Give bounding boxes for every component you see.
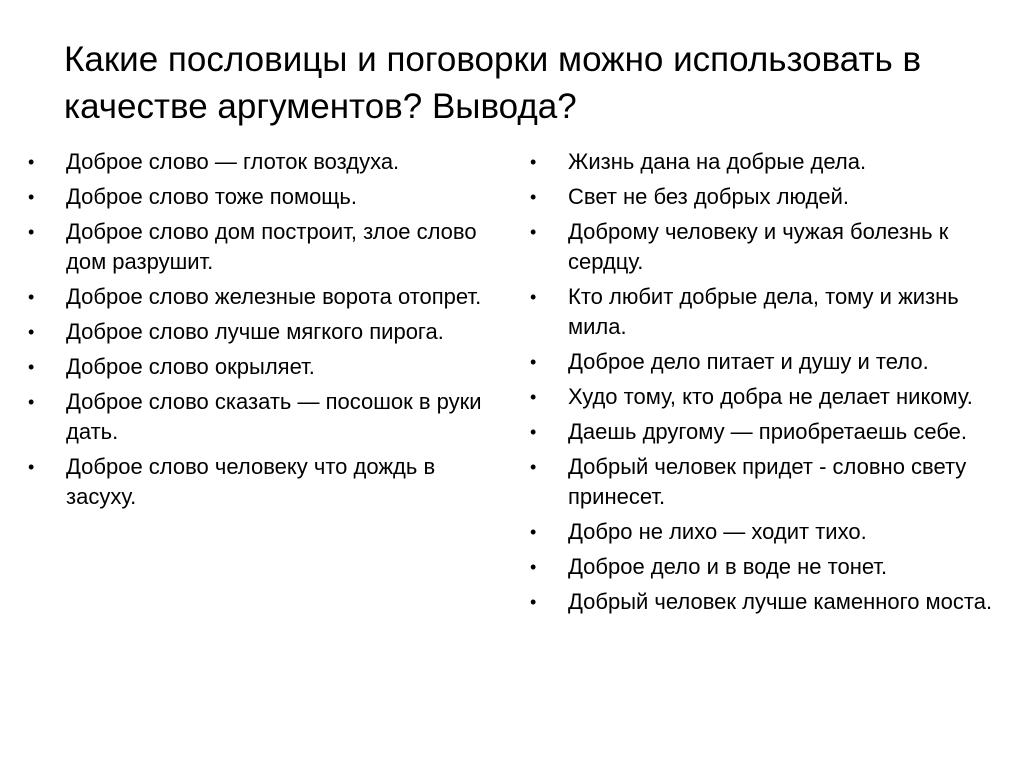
bullet-icon: • [530,352,537,372]
left-proverb-list [26,147,496,517]
proverb-text: Добрый человек придет - словно свету принесет. [568,454,967,509]
bullet-icon: • [28,392,35,412]
list-item [26,282,496,312]
bullet-icon: • [530,522,537,542]
bullet-icon: • [530,287,537,307]
proverb-text: Доброму человеку и чужая болезнь к сердцу. [568,219,949,274]
list-item [26,147,496,177]
right-proverb-list [528,147,1008,622]
list-item [528,347,1008,377]
list-item [528,282,1008,342]
list-item [528,147,1008,177]
bullet-icon: • [530,187,537,207]
proverb-text: Доброе слово окрыляет. [66,354,315,379]
proverb-text: Кто любит добрые дела, тому и жизнь мила. [568,284,959,339]
list-item [528,382,1008,412]
proverb-text: Добрый человек лучше каменного моста. [568,589,993,614]
proverb-text: Худо тому, кто добра не делает никому. [568,384,973,409]
list-item [528,587,1008,617]
list-item [528,182,1008,212]
bullet-icon: • [28,322,35,342]
proverb-text: Даешь другому — приобретаешь себе. [568,419,968,444]
bullet-icon: • [28,287,35,307]
proverb-text: Доброе слово лучше мягкого пирога. [66,319,444,344]
proverb-text: Доброе слово дом построит, злое слово дом разрушит. [66,219,477,274]
list-item [528,417,1008,447]
proverb-text: Доброе слово тоже помощь. [66,184,357,209]
list-item [528,452,1008,512]
proverb-text: Свет не без добрых людей. [568,184,849,209]
proverb-text: Доброе дело питает и душу и тело. [568,349,929,374]
proverb-text: Добро не лихо — ходит тихо. [568,519,867,544]
proverb-text: Доброе слово железные ворота отопрет. [66,284,482,309]
list-item [26,217,496,277]
bullet-icon: • [530,557,537,577]
proverb-text: Доброе слово человеку что дождь в засуху. [66,454,436,509]
list-item [26,182,496,212]
bullet-icon: • [28,187,35,207]
list-item [26,352,496,382]
bullet-icon: • [530,457,537,477]
bullet-icon: • [530,592,537,612]
bullet-icon: • [530,422,537,442]
proverb-text: Доброе дело и в воде не тонет. [568,554,888,579]
list-item [528,217,1008,277]
proverb-text: Доброе слово — глоток воздуха. [66,149,400,174]
list-item [528,552,1008,582]
bullet-icon: • [28,357,35,377]
list-item [26,387,496,447]
proverb-text: Жизнь дана на добрые дела. [568,149,867,174]
bullet-icon: • [28,222,35,242]
list-item [26,452,496,512]
bullet-icon: • [28,457,35,477]
list-item [26,317,496,347]
bullet-icon: • [530,152,537,172]
slide-title: Какие пословицы и поговорки можно использовать в качестве аргументов? Вывода? [64,40,922,126]
list-item [528,517,1008,547]
bullet-icon: • [28,152,35,172]
bullet-icon: • [530,387,537,407]
bullet-icon: • [530,222,537,242]
proverb-text: Доброе слово сказать — посошок в руки дать. [66,389,482,444]
